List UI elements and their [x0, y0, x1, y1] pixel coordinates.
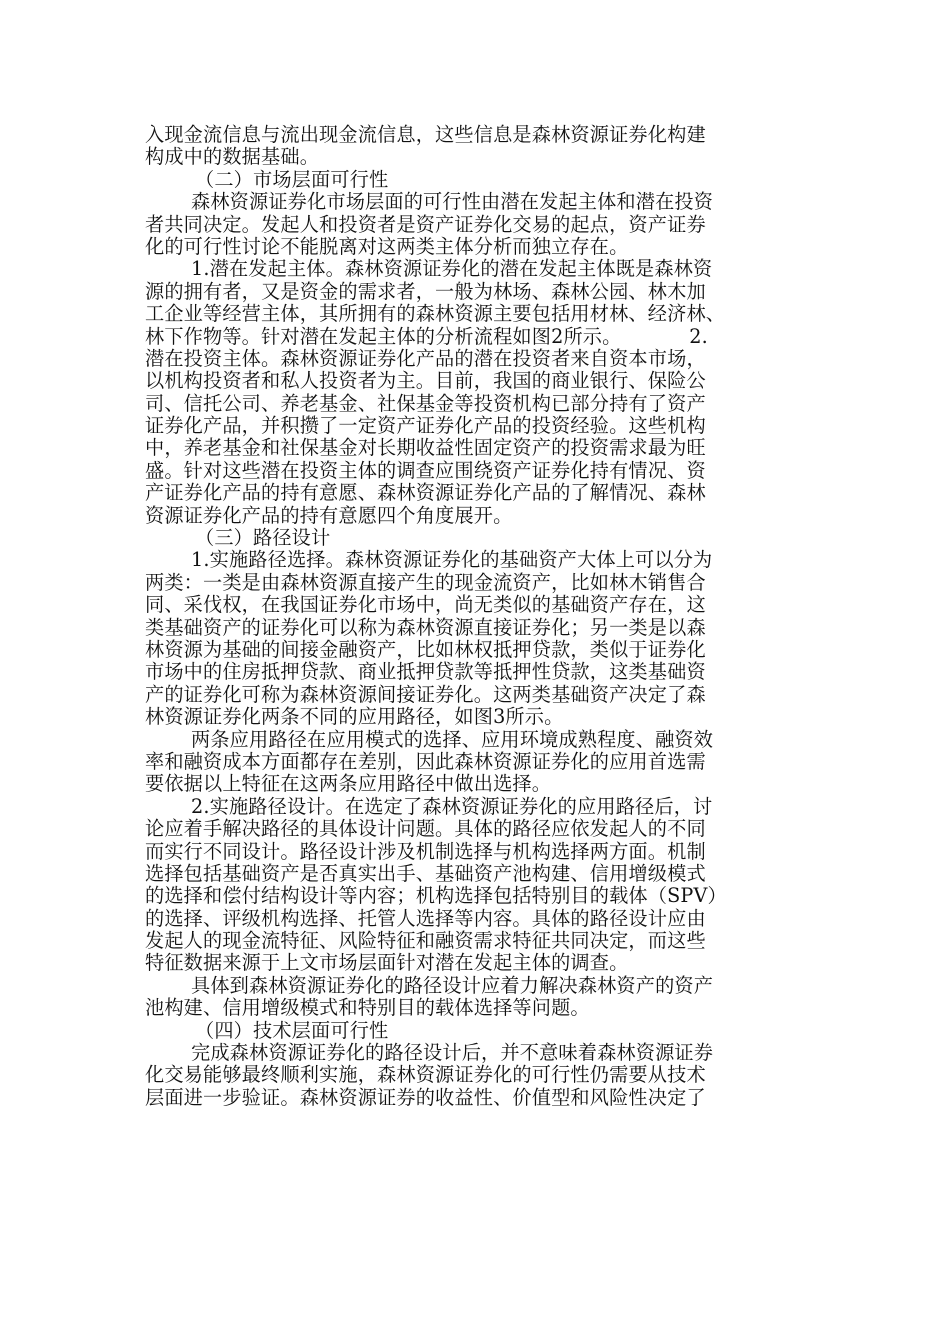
- text-line: 发起人的现金流特征、风险特征和融资需求特征共同决定，而这些: [145, 929, 706, 953]
- text-line: 产的证券化可称为森林资源间接证券化。这两类基础资产决定了森: [145, 682, 706, 706]
- text-line: 产证券化产品的持有意愿、森林资源证券化产品的了解情况、森林: [145, 481, 706, 505]
- text-line: 具体到森林资源证券化的路径设计应着力解决森林资产的资产: [191, 973, 714, 997]
- text-line: 类基础资产的证券化可以称为森林资源直接证券化；另一类是以森: [145, 615, 706, 639]
- text-line: 化交易能够最终顺利实施，森林资源证券化的可行性仍需要从技术: [145, 1063, 706, 1087]
- text-line: 选择包括基础资产是否真实出手、基础资产池构建、信用增级模式: [145, 861, 706, 885]
- text-line: 同、采伐权，在我国证券化市场中，尚无类似的基础资产存在，这: [145, 593, 706, 617]
- section-heading: （四）技术层面可行性: [195, 1018, 389, 1042]
- text-line: 1.潜在发起主体。森林资源证券化的潜在发起主体既是森林资: [191, 257, 713, 281]
- text-line: 潜在投资主体。森林资源证券化产品的潜在投资者来自资本市场，: [145, 346, 706, 370]
- text-line: 两类：一类是由森林资源直接产生的现金流资产，比如林木销售合: [145, 570, 706, 594]
- text-line: 两条应用路径在应用模式的选择、应用环境成熟程度、融资效: [191, 727, 714, 751]
- text-line: 以机构投资者和私人投资者为主。目前，我国的商业银行、保险公: [145, 369, 706, 393]
- text-line: 而实行不同设计。路径设计涉及机制选择与机构选择两方面。机制: [145, 839, 706, 863]
- text-line: 的选择、评级机构选择、托管人选择等内容。具体的路径设计应由: [145, 906, 706, 930]
- text-line: 林资源证券化两条不同的应用路径，如图3所示。: [145, 705, 564, 729]
- body-text: [145, 124, 821, 1109]
- text-line: 论应着手解决路径的具体设计问题。具体的路径应依发起人的不同: [145, 817, 706, 841]
- text-line: 工企业等经营主体，其所拥有的森林资源主要包括用材林、经济林、: [145, 302, 726, 326]
- text-line: 化的可行性讨论不能脱离对这两类主体分析而独立存在。: [145, 234, 629, 258]
- text-line: 完成森林资源证券化的路径设计后，并不意味着森林资源证券: [191, 1041, 714, 1065]
- text-line: 层面进一步验证。森林资源证券的收益性、价值型和风险性决定了: [145, 1085, 706, 1109]
- text-line: 池构建、信用增级模式和特别目的载体选择等问题。: [145, 996, 590, 1020]
- text-line: 的选择和偿付结构设计等内容；机构选择包括特别目的载体（SPV）: [145, 884, 727, 908]
- text-line: 盛。针对这些潜在投资主体的调查应围绕资产证券化持有情况、资: [145, 458, 706, 482]
- section-heading: （三）路径设计: [195, 526, 331, 550]
- text-line: 1.实施路径选择。森林资源证券化的基础资产大体上可以分为: [191, 548, 713, 572]
- text-line: 要依据以上特征在这两条应用路径中做出选择。: [145, 772, 552, 796]
- text-line: 森林资源证券化市场层面的可行性由潜在发起主体和潜在投资: [191, 190, 714, 214]
- text-line: 资源证券化产品的持有意愿四个角度展开。: [145, 503, 513, 527]
- text-line: 特征数据来源于上文市场层面针对潜在发起主体的调查。: [145, 951, 629, 975]
- text-line: 林下作物等。针对潜在发起主体的分析流程如图2所示。 2.: [145, 324, 708, 348]
- text-line: 入现金流信息与流出现金流信息，这些信息是森林资源证券化构建: [145, 123, 706, 146]
- text-line: 源的拥有者，又是资金的需求者，一般为林场、森林公园、林木加: [145, 279, 706, 303]
- text-line: 2.实施路径设计。在选定了森林资源证券化的应用路径后，讨: [191, 794, 713, 818]
- text-line: 构成中的数据基础。: [145, 145, 320, 169]
- text-line: 林资源为基础的间接金融资产，比如林权抵押贷款，类似于证券化: [145, 637, 706, 661]
- text-line: 市场中的住房抵押贷款、商业抵押贷款等抵押性贷款，这类基础资: [145, 660, 706, 684]
- section-heading: （二）市场层面可行性: [195, 167, 389, 191]
- text-line: 司、信托公司、养老基金、社保基金等投资机构已部分持有了资产: [145, 391, 706, 415]
- text-line: 者共同决定。发起人和投资者是资产证券化交易的起点，资产证券: [145, 212, 706, 236]
- text-line: 率和融资成本方面都存在差别，因此森林资源证券化的应用首选需: [145, 749, 706, 773]
- text-line: 证券化产品，并积攒了一定资产证券化产品的投资经验。这些机构: [145, 414, 706, 438]
- text-line: 中，养老基金和社保基金对长期收益性固定资产的投资需求最为旺: [145, 436, 706, 460]
